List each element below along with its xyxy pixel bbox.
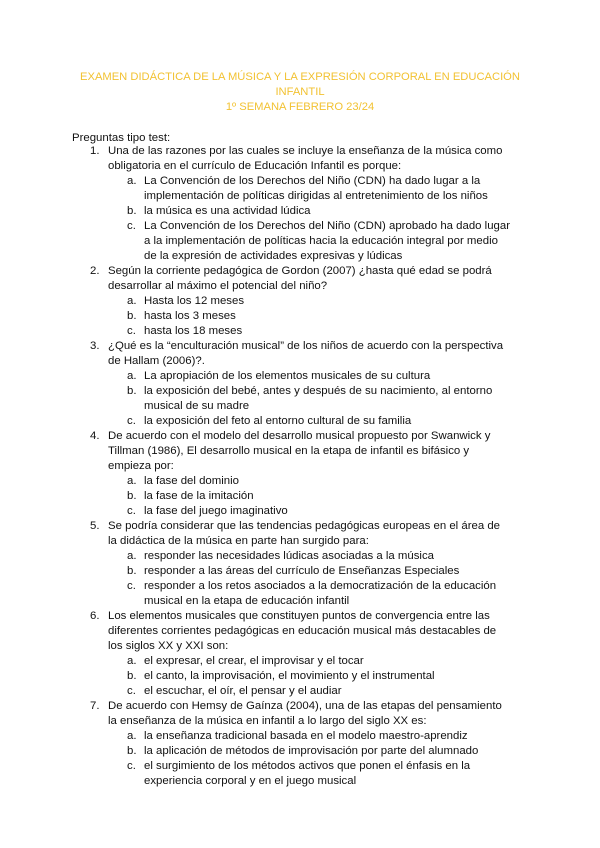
option-letter: c. (127, 325, 136, 337)
option-letter: a. (127, 370, 137, 382)
option-text: responder las necesidades lúdicas asociadas a la música (144, 550, 434, 562)
question-text: ¿Qué es la “enculturación musical” de los niños de acuerdo con la perspectiva de Hallam (2006)?. (108, 340, 504, 367)
option-letter: a. (127, 655, 137, 667)
question-5 (0, 519, 600, 609)
answer-option (108, 669, 510, 684)
question-number: 2. (90, 265, 100, 277)
question-text: Según la corriente pedagógica de Gordon (2007) ¿hasta qué edad se podrá desarrollar al máximo el potencial del niño? (108, 265, 492, 292)
question-1 (0, 144, 600, 264)
option-letter: a. (127, 550, 137, 562)
option-letter: a. (127, 295, 137, 307)
option-text: La Convención de los Derechos del Niño (CDN) ha dado lugar a la implementación de políticas dirigidas al entretenimiento de los niños (144, 175, 488, 202)
answer-option (108, 504, 510, 519)
option-letter: b. (127, 490, 137, 502)
option-text: la fase del juego imaginativo (144, 505, 288, 517)
answer-options (108, 174, 510, 264)
answer-options (108, 294, 510, 339)
question-2 (0, 264, 600, 339)
option-text: la fase del dominio (144, 475, 239, 487)
answer-option (108, 414, 510, 429)
option-text: hasta los 18 meses (144, 325, 243, 337)
answer-option (108, 384, 510, 414)
answer-options (108, 369, 510, 429)
answer-option (108, 759, 510, 789)
option-text: la fase de la imitación (144, 490, 254, 502)
answer-option (108, 744, 510, 759)
answer-option (108, 369, 510, 384)
exam-title-line-1: EXAMEN DIDÁCTICA DE LA MÚSICA Y LA EXPRESIÓN CORPORAL EN EDUCACIÓN (80, 71, 520, 83)
option-letter: c. (127, 505, 136, 517)
option-text: responder a los retos asociados a la democratización de la educación musical en la etapa de educación infantil (144, 580, 497, 607)
option-letter: c. (127, 415, 136, 427)
option-letter: c. (127, 220, 136, 232)
answer-option (108, 489, 510, 504)
answer-option (108, 174, 510, 204)
option-text: la exposición del feto al entorno cultural de su familia (144, 415, 412, 427)
exam-subtitle-week: 1º SEMANA FEBRERO 23/24 (225, 101, 375, 113)
question-text: Una de las razones por las cuales se incluye la enseñanza de la música como obligatoria en el currículo de Educación Infantil es porque: (108, 145, 503, 172)
answer-options (108, 549, 510, 609)
answer-option (108, 654, 510, 669)
answer-option (108, 474, 510, 489)
section-heading: Preguntas tipo test: (72, 132, 171, 144)
question-text: Los elementos musicales que constituyen puntos de convergencia entre las diferentes corrientes pedagógicas en educación musical más destacables de los siglos XX y XXI son: (108, 610, 497, 652)
question-number: 6. (90, 610, 100, 622)
option-text: responder a las áreas del currículo de Enseñanzas Especiales (144, 565, 460, 577)
option-text: el surgimiento de los métodos activos que ponen el énfasis en la experiencia corporal y en el juego musical (144, 760, 471, 787)
question-number: 4. (90, 430, 100, 442)
option-text: la música es una actividad lúdica (144, 205, 311, 217)
option-letter: b. (127, 745, 137, 757)
answer-options (108, 729, 510, 789)
answer-option (108, 684, 510, 699)
option-letter: a. (127, 175, 137, 187)
question-7 (0, 699, 600, 789)
answer-option (108, 309, 510, 324)
exam-title-line-2: INFANTIL (275, 86, 325, 98)
option-letter: a. (127, 730, 137, 742)
question-6 (0, 609, 600, 699)
answer-option (108, 219, 510, 264)
answer-option (108, 204, 510, 219)
answer-options (108, 474, 510, 519)
option-text: La apropiación de los elementos musicales de su cultura (144, 370, 431, 382)
option-text: la enseñanza tradicional basada en el modelo maestro-aprendiz (144, 730, 468, 742)
question-number: 3. (90, 340, 100, 352)
option-letter: c. (127, 685, 136, 697)
answer-option (108, 579, 510, 609)
option-text: la exposición del bebé, antes y después de su nacimiento, al entorno musical de su madre (144, 385, 493, 412)
option-text: Hasta los 12 meses (144, 295, 245, 307)
option-text: el escuchar, el oír, el pensar y el audiar (144, 685, 342, 697)
option-text: el canto, la improvisación, el movimiento y el instrumental (144, 670, 435, 682)
question-text: Se podría considerar que las tendencias pedagógicas europeas en el área de la didáctica de la música en parte han surgido para: (108, 520, 500, 547)
option-text: la aplicación de métodos de improvisación por parte del alumnado (144, 745, 479, 757)
option-text: La Convención de los Derechos del Niño (CDN) aprobado ha dado lugar a la implementación de políticas hacia la educación integral por medio de la expresión de actividades expresivas y lúdicas (144, 220, 510, 262)
option-letter: a. (127, 475, 137, 487)
question-number: 7. (90, 700, 100, 712)
question-number: 1. (90, 145, 100, 157)
answer-option (108, 564, 510, 579)
answer-option (108, 324, 510, 339)
answer-option (108, 729, 510, 744)
option-letter: b. (127, 565, 137, 577)
exam-title (60, 70, 540, 115)
question-text: De acuerdo con el modelo del desarrollo musical propuesto por Swanwick y Tillman (1986), El desarrollo musical en la etapa de infantil es bifásico y empieza por: (108, 430, 491, 472)
option-letter: b. (127, 670, 137, 682)
option-text: hasta los 3 meses (144, 310, 236, 322)
question-3 (0, 339, 600, 429)
option-letter: b. (127, 310, 137, 322)
option-letter: c. (127, 580, 136, 592)
question-list (0, 144, 600, 789)
question-text: De acuerdo con Hemsy de Gaínza (2004), una de las etapas del pensamiento la enseñanza de la música en infantil a lo largo del siglo XX es: (108, 700, 502, 727)
answer-options (108, 654, 510, 699)
answer-option (108, 294, 510, 309)
question-4 (0, 429, 600, 519)
option-letter: c. (127, 760, 136, 772)
option-text: el expresar, el crear, el improvisar y el tocar (144, 655, 364, 667)
answer-option (108, 549, 510, 564)
option-letter: b. (127, 385, 137, 397)
option-letter: b. (127, 205, 137, 217)
question-number: 5. (90, 520, 100, 532)
